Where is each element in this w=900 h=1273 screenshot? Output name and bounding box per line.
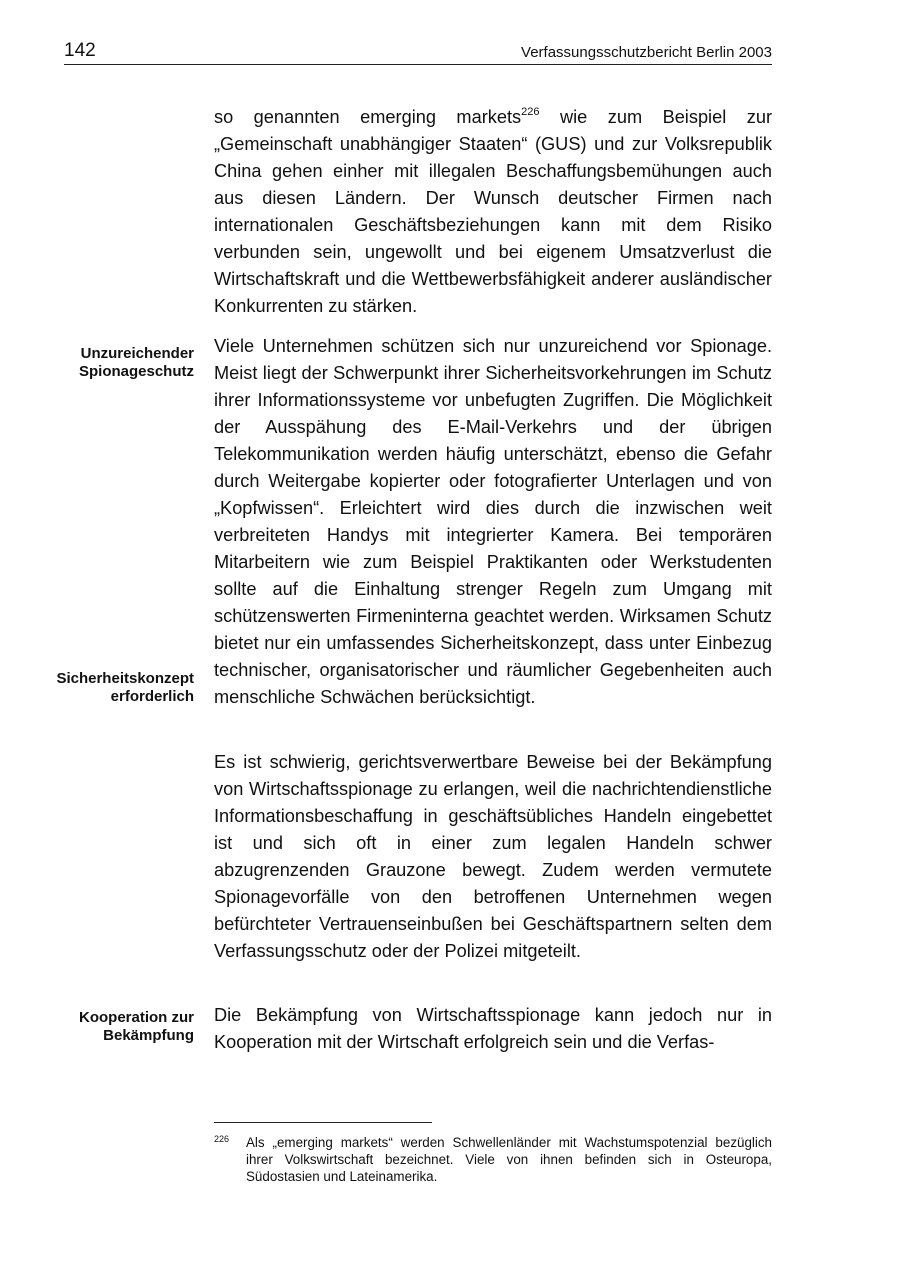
footnote-reference[interactable]: 226 [521, 106, 540, 118]
margin-note-line: erforderlich [110, 688, 194, 705]
paragraph-text: so genannten emerging markets [214, 107, 522, 127]
page-number: 142 [64, 40, 96, 61]
paragraph-spionageschutz: Viele Unternehmen schützen sich nur unzureichend vor Spionage. Meist liegt der Schwerpunkt ihrer Sicherheitsvorkehrungen im Schutz ihrer Informationssysteme vor unbefugten Zugriffen. Die Möglichkeit der Ausspähung des E-Mail-Verkehrs und der übrigen Telekommunikation werden häufig unterschätzt, ebenso die Gefahr durch Weitergabe kopierter oder fotografierter Unterlagen und von „Kopfwissen“. Erleichtert wird dies durch die inzwischen weit verbreiteten Handys mit integrierter Kamera. Bei temporären Mitarbeitern wie zum Beispiel Praktikanten oder Werkstudenten sollte auf die Einhaltung strenger Regeln zum Umgang mit schützenswerten Firmeninterna geachtet werden. Wirksamen Schutz bietet nur ein umfassendes Sicherheitskonzept, dass unter Einbezug technischer, organisatorischer und räumlicher Gegebenheiten auch menschliche Schwächen berücksichtigt. [214, 336, 772, 707]
margin-note-line: Bekämpfung [103, 1027, 194, 1044]
margin-note-line: Spionageschutz [78, 363, 194, 380]
margin-note-line: Kooperation zur [79, 1009, 194, 1026]
margin-note-line: Sicherheitskonzept [56, 670, 194, 687]
running-header-title: Verfassungsschutzbericht Berlin 2003 [521, 44, 772, 61]
paragraph-emerging-markets [214, 104, 772, 320]
header-rule [64, 64, 772, 65]
footnote [214, 1134, 772, 1185]
paragraph-text: wie zum Beispiel zur „Gemeinschaft unabhängiger Staaten“ (GUS) und zur Volksrepublik China gehen einher mit illegalen Beschaffungsbemühungen auch aus diesen Ländern. Der Wunsch deutscher Firmen nach internationalen Geschäftsbeziehungen kann mit dem Risiko verbunden sein, ungewollt und bei eigenem Umsatzverlust die Wirtschaftskraft und die Wettbewerbsfähigkeit anderer ausländischer Konkurrenten zu stärken. [214, 107, 772, 316]
margin-note-spionageschutz [79, 345, 194, 381]
paragraph-kooperation: Die Bekämpfung von Wirtschaftsspionage kann jedoch nur in Kooperation mit der Wirtschaft erfolgreich sein und die Verfas- [214, 1005, 772, 1052]
margin-note-line: Unzureichender [80, 345, 194, 362]
paragraph-beweise: Es ist schwierig, gerichtsverwertbare Beweise bei der Bekämpfung von Wirtschaftsspionage zu erlangen, weil die nachrichtendienstliche Informationsbeschaffung in geschäftsübliches Handeln eingebettet ist und sich oft in einer zum legalen Handeln schwer abzugrenzenden Grauzone bewegt. Zudem werden vermutete Spionagevorfälle von den betroffenen Unternehmen wegen befürchteter Vertrauenseinbußen bei Geschäftspartnern selten dem Verfassungsschutz oder der Polizei mitgeteilt. [214, 752, 772, 961]
footnote-text: Als „emerging markets“ werden Schwellenländer mit Wachstumspotenzial bezüglich ihrer Volkswirtschaft bezeichnet. Viele von ihnen befinden sich in Osteuropa, Südostasien und Lateinamerika. [246, 1135, 772, 1184]
footnote-rule [214, 1122, 432, 1123]
margin-note-sicherheitskonzept [56, 670, 194, 706]
footnote-number: 226 [214, 1134, 230, 1144]
margin-note-kooperation [79, 1009, 194, 1045]
